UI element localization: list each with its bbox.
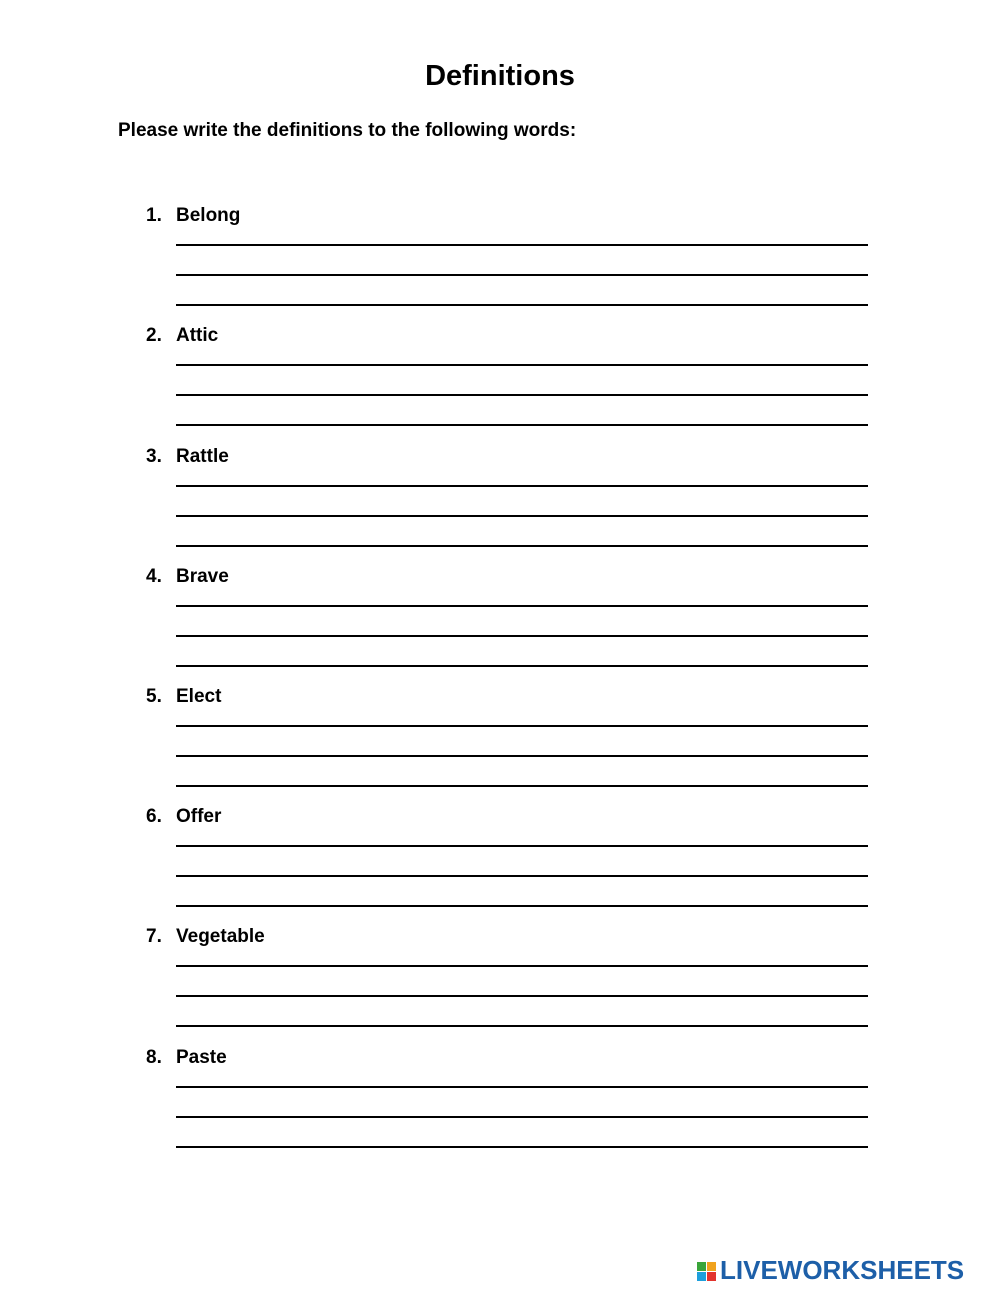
list-item: [0, 926, 1000, 1046]
item-number: 2.: [146, 325, 162, 346]
answer-line[interactable]: [176, 1116, 868, 1118]
item-word: Belong: [176, 205, 241, 226]
answer-line[interactable]: [176, 995, 868, 997]
list-item: [0, 806, 1000, 926]
answer-line[interactable]: [176, 364, 868, 366]
logo-block: [707, 1272, 716, 1281]
answer-line[interactable]: [176, 274, 868, 276]
answer-line[interactable]: [176, 845, 868, 847]
list-item: [0, 1047, 1000, 1167]
answer-line[interactable]: [176, 485, 868, 487]
answer-line[interactable]: [176, 905, 868, 907]
answer-line[interactable]: [176, 244, 868, 246]
answer-line[interactable]: [176, 1025, 868, 1027]
list-item: [0, 446, 1000, 566]
item-number: 3.: [146, 446, 162, 467]
item-word: Elect: [176, 686, 222, 707]
answer-line[interactable]: [176, 304, 868, 306]
item-number: 8.: [146, 1047, 162, 1068]
item-number: 6.: [146, 806, 162, 827]
logo-mark-icon: [697, 1262, 716, 1281]
item-number: 1.: [146, 205, 162, 226]
answer-line[interactable]: [176, 424, 868, 426]
list-item: [0, 325, 1000, 445]
answer-line[interactable]: [176, 1146, 868, 1148]
logo-text: LIVEWORKSHEETS: [720, 1254, 965, 1285]
logo-block: [697, 1272, 706, 1281]
item-word: Rattle: [176, 446, 229, 467]
answer-line[interactable]: [176, 755, 868, 757]
item-word: Paste: [176, 1047, 227, 1068]
item-number: 7.: [146, 926, 162, 947]
answer-line[interactable]: [176, 965, 868, 967]
item-number: 5.: [146, 686, 162, 707]
item-word: Vegetable: [176, 926, 265, 947]
answer-line[interactable]: [176, 665, 868, 667]
answer-line[interactable]: [176, 545, 868, 547]
list-item: [0, 566, 1000, 686]
answer-line[interactable]: [176, 394, 868, 396]
liveworksheets-logo: [697, 1256, 964, 1284]
answer-line[interactable]: [176, 875, 868, 877]
item-word: Brave: [176, 566, 229, 587]
list-item: [0, 686, 1000, 806]
answer-line[interactable]: [176, 605, 868, 607]
logo-block: [697, 1262, 706, 1271]
answer-line[interactable]: [176, 725, 868, 727]
page-title: Definitions: [425, 60, 575, 92]
logo-block: [707, 1262, 716, 1271]
answer-line[interactable]: [176, 515, 868, 517]
answer-line[interactable]: [176, 785, 868, 787]
answer-line[interactable]: [176, 1086, 868, 1088]
item-word: Attic: [176, 325, 219, 346]
item-word: Offer: [176, 806, 222, 827]
instructions: Please write the definitions to the following words:: [118, 120, 577, 141]
list-item: [0, 205, 1000, 325]
item-number: 4.: [146, 566, 162, 587]
answer-line[interactable]: [176, 635, 868, 637]
